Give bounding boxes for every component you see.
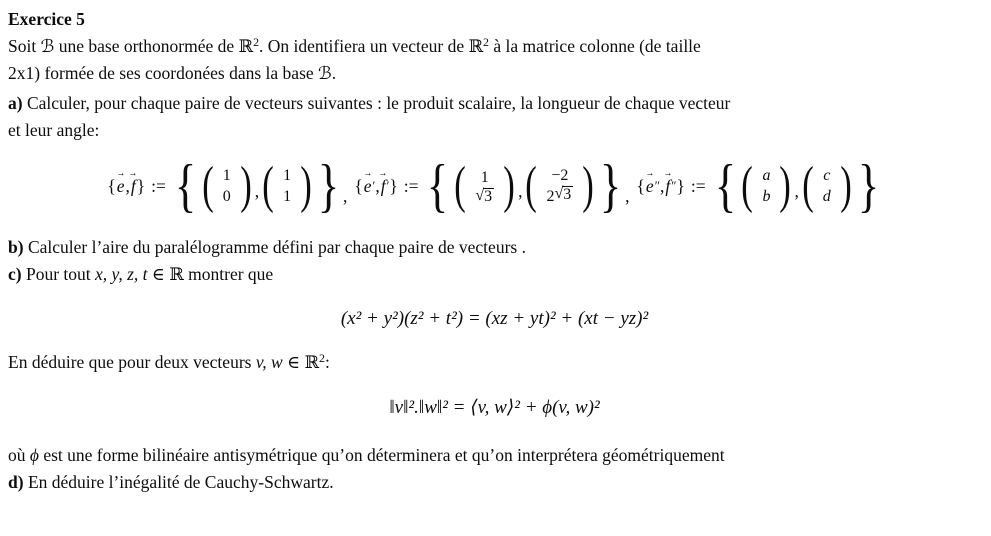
comma: , [254,180,260,201]
paren: ) [300,156,312,215]
paren: ( [741,156,754,215]
real-numbers-symbol: ℝ [238,36,254,56]
item-b-label: b) [8,237,24,257]
vector-arrow-icon: → [663,166,673,179]
paren: ( [262,156,274,215]
intro-text: une base orthonormée de [54,36,239,56]
matrix-cell: 0 [222,188,231,205]
vector-letter: f [380,175,386,196]
vector-arrow-icon: → [378,166,388,179]
vector-arrow-icon: → [128,166,138,179]
matrix-1-sqrt3 [452,156,517,215]
element-of-reals: ∈ ℝ [282,352,319,372]
paren: ( [525,156,538,215]
script-b-symbol: ℬ [318,63,332,83]
item-d-line [8,469,981,496]
intro-text: Soit [8,36,41,56]
intro-line-1 [8,33,981,60]
exercise-title: Exercice 5 [8,9,85,29]
phi-symbol: ϕ [29,445,39,465]
big-brace: } [857,153,879,219]
vector-arrow-icon: → [116,166,125,179]
radicand: 3 [484,187,493,205]
comma: , [342,185,348,206]
paren: ( [202,156,214,215]
pair-e-dprime-f-dprime [636,153,882,219]
brace: } [136,175,146,196]
prime-mark: ′ [386,178,390,193]
exponent: 2 [483,35,489,50]
phi-explanation-line [8,442,981,469]
intro-text: à la matrice colonne (de taille [488,36,701,56]
intro-text: . On identifiera un vecteur de [259,36,469,56]
vector-e [116,166,126,197]
prime-mark: ′ [372,178,376,193]
radicand: 3 [563,186,572,203]
paren: ) [240,156,252,215]
script-b-symbol: ℬ [40,36,55,56]
matrix-cell [475,188,494,206]
vector-arrow-icon: → [645,166,655,179]
equation-text: (x² + y²)(z² + t²) = (xz + yt)² + (xt − yz)² [340,308,649,329]
comma: , [518,180,523,201]
matrix-cell: −2 [551,167,569,184]
phi-text: est une forme bilinéaire antisymétrique qu’on déterminera et qu’on interprétera géométriquement [38,445,725,465]
real-numbers-symbol: ℝ [468,36,484,56]
paren: ) [582,156,594,215]
big-brace: { [427,153,449,219]
math-variables: x, y, z, t [95,264,148,284]
matrix-1-0 [200,156,254,215]
deduce-line [8,349,981,376]
brace: } [676,175,685,196]
item-a-text: et leur angle: [8,120,100,140]
vector-e-prime [363,166,373,197]
item-a-text: Calculer, pour chaque paire de vecteurs suivantes : le produit scalaire, la longueur de chaque vecteur [22,93,731,113]
item-d-text: En déduire l’inégalité de Cauchy-Schwartz. [23,472,334,492]
item-c-text: montrer que [188,264,274,284]
item-b-line [8,234,981,261]
item-c-text: Pour tout [21,264,96,284]
item-a-line-2 [8,117,981,144]
brace: { [107,175,116,196]
element-of-reals: ∈ ℝ [147,264,189,284]
item-c-line [8,261,981,288]
comma: , [625,185,630,206]
vector-f-double-prime [663,166,673,197]
big-brace: } [599,153,622,219]
matrix-cell: b [762,188,771,205]
intro-line-2 [8,60,981,87]
paren: ) [779,156,792,215]
intro-text: 2x1) formée de ses coordonées dans la base [8,63,319,83]
vector-pairs-equation [8,153,981,219]
vector-e-double-prime [645,166,655,197]
radical-sign: √ [475,186,485,204]
square-root [554,186,573,204]
brace: { [636,175,645,196]
brace: { [354,175,363,196]
matrix-column [216,165,238,207]
matrix-cell: a [762,167,771,184]
matrix-cell: 1 [283,167,292,184]
paren: ) [840,156,852,215]
matrix-column [755,165,777,207]
vector-arrow-icon: → [363,166,372,179]
matrix-column [468,167,501,206]
deduce-text: En déduire que pour deux vecteurs [8,352,256,372]
vector-letter: e [116,175,125,196]
paren: ( [802,156,814,215]
pair-ef [107,153,342,219]
assign-symbol: := [690,175,706,196]
paren: ) [503,156,515,215]
comma: , [794,180,799,201]
brace: } [389,175,398,196]
comma: , [659,175,665,196]
double-prime-mark: ″ [654,178,660,193]
colon: : [324,352,330,372]
vector-letter: e [645,175,654,196]
pair-e-prime-f-prime [354,153,624,219]
matrix-cell: d [822,188,831,205]
matrix-cell: 1 [480,168,489,186]
item-a-label: a) [8,93,23,113]
radical-sign: √ [554,185,564,202]
equation-text: ‖v‖².‖w‖² = ⟨v, w⟩² + ϕ(v, w)² [389,397,600,418]
matrix-column [816,165,838,207]
assign-symbol: := [403,175,419,196]
comma: , [125,175,130,196]
assign-symbol: := [151,175,166,196]
phi-text: où [8,445,30,465]
big-brace: { [714,153,736,219]
matrix-cell: c [823,167,831,184]
matrix-c-d [800,156,854,215]
vector-f-prime [378,166,388,197]
item-b-text: Calculer l’aire du paralélogramme défini par chaque paire de vecteurs . [23,237,526,257]
exponent: 2 [319,351,325,366]
identity-equation [8,304,981,334]
item-d-label: d) [8,472,24,492]
vector-f [128,166,138,197]
vector-letter: f [665,175,671,196]
matrix-cell: 1 [222,167,231,184]
intro-text: . [331,63,337,83]
square-root [475,188,494,206]
matrix-a-b [739,156,793,215]
matrix-cell: 1 [283,188,292,205]
comma: , [375,175,380,196]
matrix-1-1 [260,156,314,215]
math-variables: v, w [255,352,283,372]
item-a-line-1 [8,90,981,117]
double-prime-mark: ″ [671,178,677,193]
matrix-cell [546,186,573,207]
norm-equation [8,393,981,423]
big-brace: { [174,153,197,219]
matrix-neg2-2sqrt3 [523,156,596,215]
matrix-column [539,165,580,207]
paren: ( [454,156,467,215]
vector-letter: e [363,175,372,196]
item-c-label: c) [8,264,22,284]
matrix-column [276,165,298,207]
big-brace: } [317,153,340,219]
coefficient: 2 [546,188,555,205]
vector-letter: f [130,175,136,196]
exponent: 2 [253,35,260,50]
